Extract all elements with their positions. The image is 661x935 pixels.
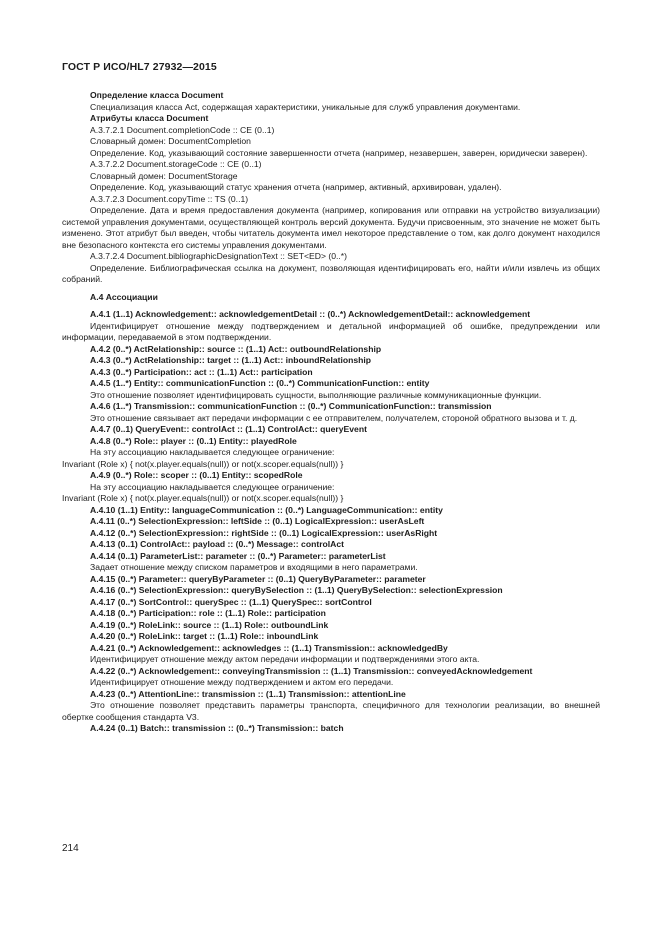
paragraph: Это отношение связывает акт передачи информации с ее отправителем, получателем, стороной обратного вызова и т. д. xyxy=(90,412,578,423)
document-body xyxy=(62,90,600,735)
section-heading: A.4.14 (0..1) ParameterList:: parameter :: (0..*) Parameter:: parameterList xyxy=(90,550,386,561)
section-heading: A.4.15 (0..*) Parameter:: queryByParameter :: (0..1) QueryByParameter:: parameter xyxy=(90,573,426,584)
section-heading: Определение класса Document xyxy=(90,90,224,100)
paragraph: На эту ассоциацию накладывается следующее ограничение: xyxy=(90,481,335,492)
section-heading: A.4.5 (1..*) Entity:: communicationFunction :: (0..*) CommunicationFunction:: entity xyxy=(90,378,430,388)
paragraph: Идентифицирует отношение между подтверждением и детальной информацией об ошибке, предупреждении или информации, передаваемой в этом подтверждении. xyxy=(62,320,600,342)
section-heading: A.4.8 (0..*) Role:: player :: (0..1) Entity:: playedRole xyxy=(90,435,297,446)
section-heading: A.4.22 (0..*) Acknowledgement:: conveyingTransmission :: (1..1) Transmission:: conveyedAcknowledgement xyxy=(90,665,533,676)
paragraph: Специализация класса Act, содержащая характеристики, уникальные для служб управления документами. xyxy=(90,101,521,112)
page-number: 214 xyxy=(62,843,79,854)
section-heading: A.4.17 (0..*) SortControl:: querySpec :: (1..1) QuerySpec:: sortControl xyxy=(90,596,372,607)
section-heading: A.4.18 (0..*) Participation:: role :: (1..1) Role:: participation xyxy=(90,608,326,618)
paragraph: A.3.7.2.1 Document.completionCode :: CE (0..1) xyxy=(90,124,275,135)
section-heading: A.4.6 (1..*) Transmission:: communicationFunction :: (0..*) CommunicationFunction:: transmission xyxy=(90,401,492,411)
section-heading: A.4.12 (0..*) SelectionExpression:: rightSide :: (0..1) LogicalExpression:: userAsRight xyxy=(90,527,438,538)
section-heading: A.4.9 (0..*) Role:: scoper :: (0..1) Entity:: scopedRole xyxy=(90,470,303,480)
section-heading: A.4.13 (0..1) ControlAct:: payload :: (0..*) Message:: controlAct xyxy=(90,539,345,549)
section-heading: A.4.3 (0..*) ActRelationship:: target :: (1..1) Act:: inboundRelationship xyxy=(90,355,372,365)
document-header: ГОСТ Р ИСО/HL7 27932—2015 xyxy=(62,61,217,73)
section-heading: A.4.2 (0..*) ActRelationship:: source :: (1..1) Act:: outboundRelationship xyxy=(90,343,382,354)
paragraph: Определение. Библиографическая ссылка на документ, позволяющая идентифицировать его, найти и/или извлечь из общих собраний. xyxy=(62,262,600,284)
paragraph: Определение. Код, указывающий статус хранения отчета (например, активный, архивирован, удален). xyxy=(90,182,502,192)
paragraph: Это отношение позволяет представить параметры транспорта, специфичного для технологии реализации, во внешней обертке сообщения стандарта V3. xyxy=(62,700,600,722)
section-heading: Атрибуты класса Document xyxy=(90,113,209,123)
section-heading: A.4.24 (0..1) Batch:: transmission :: (0..*) Transmission:: batch xyxy=(90,723,344,733)
paragraph: Задает отношение между списком параметров и входящими в него параметрами. xyxy=(90,562,418,572)
paragraph: A.3.7.2.3 Document.copyTime :: TS (0..1) xyxy=(90,193,249,204)
paragraph: A.3.7.2.2 Document.storageCode :: CE (0..1) xyxy=(90,159,262,169)
paragraph: На эту ассоциацию накладывается следующее ограничение: xyxy=(90,447,335,457)
section-heading: A.4.7 (0..1) QueryEvent:: controlAct :: (1..1) ControlAct:: queryEvent xyxy=(90,424,367,434)
section-heading: A.4.21 (0..*) Acknowledgement:: acknowledges :: (1..1) Transmission:: acknowledgedBy xyxy=(90,642,448,653)
section-heading: A.4.19 (0..*) RoleLink:: source :: (1..1) Role:: outboundLink xyxy=(90,619,329,630)
paragraph: Идентифицирует отношение между подтверждением и актом его передачи. xyxy=(90,677,394,687)
section-heading: A.4.11 (0..*) SelectionExpression:: leftSide :: (0..1) LogicalExpression:: userAsLeft xyxy=(90,516,425,526)
section-heading: A.4.3 (0..*) Participation:: act :: (1..1) Act:: participation xyxy=(90,366,313,377)
section-heading: A.4.23 (0..*) AttentionLine:: transmission :: (1..1) Transmission:: attentionLine xyxy=(90,688,406,699)
section-heading: A.4.20 (0..*) RoleLink:: target :: (1..1) Role:: inboundLink xyxy=(90,631,319,641)
paragraph: Словарный домен: DocumentStorage xyxy=(90,170,238,181)
section-heading: A.4.10 (1..1) Entity:: languageCommunication :: (0..*) LanguageCommunication:: entity xyxy=(90,504,443,515)
section-heading: A.4.1 (1..1) Acknowledgement:: acknowledgementDetail :: (0..*) AcknowledgementDetail:: acknowledgement xyxy=(90,309,531,319)
section-heading: A.4.16 (0..*) SelectionExpression:: queryBySelection :: (1..1) QueryBySelection:: selectionExpression xyxy=(90,585,503,595)
section-heading: A.4 Ассоциации xyxy=(90,291,158,302)
paragraph: Invariant (Role x) { not(x.player.equals(null)) or not(x.scoper.equals(null)) } xyxy=(62,493,344,503)
paragraph: Словарный домен: DocumentCompletion xyxy=(90,136,251,146)
paragraph: Определение. Дата и время предоставления документа (например, копирования или отправки на устройство визуализации) системой управления документами, осуществляющей контроль версий документа. Будучи присвоенным, это значение не может быть изменено. Этот атрибут был введен, чтобы читатель документа имел некоторое представление о том, как долго документ находился вне безопасного контекста его системы управления документами. xyxy=(62,205,600,250)
paragraph: A.3.7.2.4 Document.bibliographicDesignationText :: SET<ED> (0..*) xyxy=(90,251,347,261)
paragraph: Идентифицирует отношение между актом передачи информации и подтверждениями этого акта. xyxy=(90,654,480,664)
paragraph: Это отношение позволяет идентифицировать сущности, выполняющие различные коммуникационные функции. xyxy=(90,389,542,400)
paragraph: Определение. Код, указывающий состояние завершенности отчета (например, незавершен, заверен, юридически заверен). xyxy=(90,147,588,158)
paragraph: Invariant (Role x) { not(x.player.equals(null)) or not(x.scoper.equals(null)) } xyxy=(62,458,344,469)
